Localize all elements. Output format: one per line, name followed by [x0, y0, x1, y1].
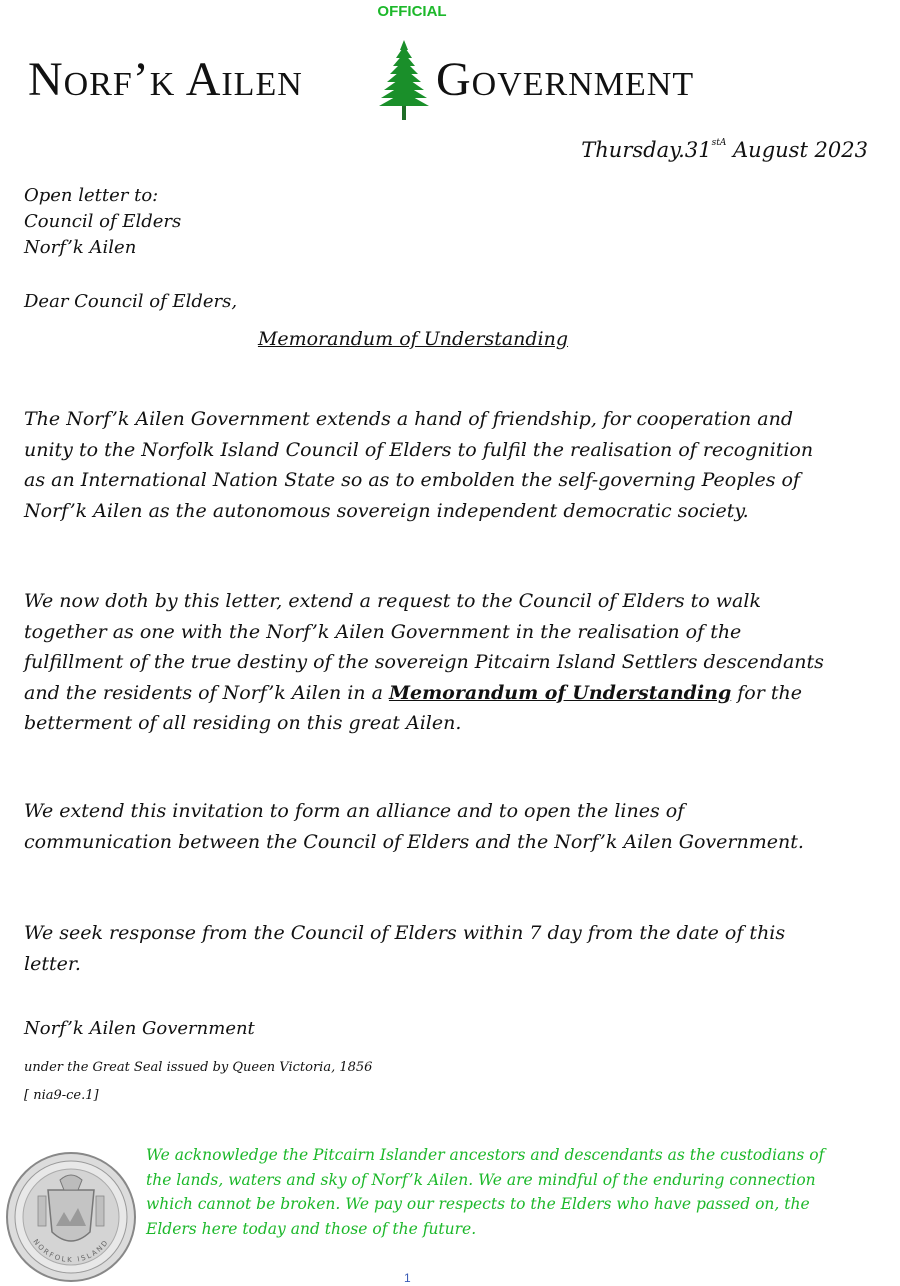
memorandum-highlight: Memorandum of Understanding	[388, 681, 732, 704]
salutation: Dear Council of Elders,	[24, 291, 238, 312]
recipient-block	[24, 183, 181, 261]
seal-statement: under the Great Seal issued by Queen Victoria, 1856	[24, 1060, 373, 1075]
body-text: We now doth by this letter, extend a request to the Council of Elders to walk together as one with the Norf’k Ailen Government in the realisation of the fulfillment of the true destiny of the sovereign Pitcairn Island Settlers descendants and the residents of Norf’k Ailen in a	[24, 590, 824, 704]
letter-date	[581, 138, 868, 162]
subject-heading: Memorandum of Understanding	[257, 328, 569, 350]
norfolk-pine-tree-icon	[378, 40, 430, 122]
letterhead	[28, 40, 798, 120]
date-ordinal: stA	[711, 138, 727, 148]
acknowledgement-of-country: We acknowledge the Pitcairn Islander ancestors and descendants as the custodians of the lands, waters and sky of Norf’k Ailen. We are mindful of the enduring connection which cannot be broken. We pay our respects to the Elders who have passed on, the Elders here today and those of the future.	[146, 1146, 825, 1238]
body-paragraph	[24, 586, 824, 739]
page-number: 1	[404, 1271, 411, 1285]
great-seal-icon	[4, 1150, 138, 1284]
recipient-line: Norf’k Ailen	[24, 237, 137, 258]
body-text: for the betterment of all residing on this great Ailen.	[24, 681, 802, 734]
signoff: Norf’k Ailen Government	[24, 1018, 255, 1039]
date-weekday: Thursday.31	[581, 138, 712, 162]
reference-code: [ nia9-ce.1]	[24, 1088, 99, 1103]
seal-inscription: NORFOLK ISLAND	[31, 1237, 111, 1265]
letterhead-name-right: Government	[436, 53, 695, 106]
date-rest: August 2023	[726, 138, 868, 162]
body-paragraph: The Norf’k Ailen Government extends a hand of friendship, for cooperation and unity to the Norfolk Island Council of Elders to fulfil the realisation of recognition as an International Nation State so as to embolden the self-governing Peoples of Norf’k Ailen as the autonomous sovereign independent democratic society.	[24, 408, 814, 522]
recipient-line: Open letter to:	[24, 185, 159, 206]
body-paragraph: We extend this invitation to form an alliance and to open the lines of communication between the Council of Elders and the Norf’k Ailen Government.	[24, 800, 804, 853]
classification-label: OFFICIAL	[377, 3, 447, 20]
recipient-line: Council of Elders	[24, 211, 182, 232]
letterhead-name-left: Norf’k Ailen	[28, 53, 303, 106]
body-paragraph: We seek response from the Council of Elders within 7 day from the date of this letter.	[24, 922, 786, 975]
